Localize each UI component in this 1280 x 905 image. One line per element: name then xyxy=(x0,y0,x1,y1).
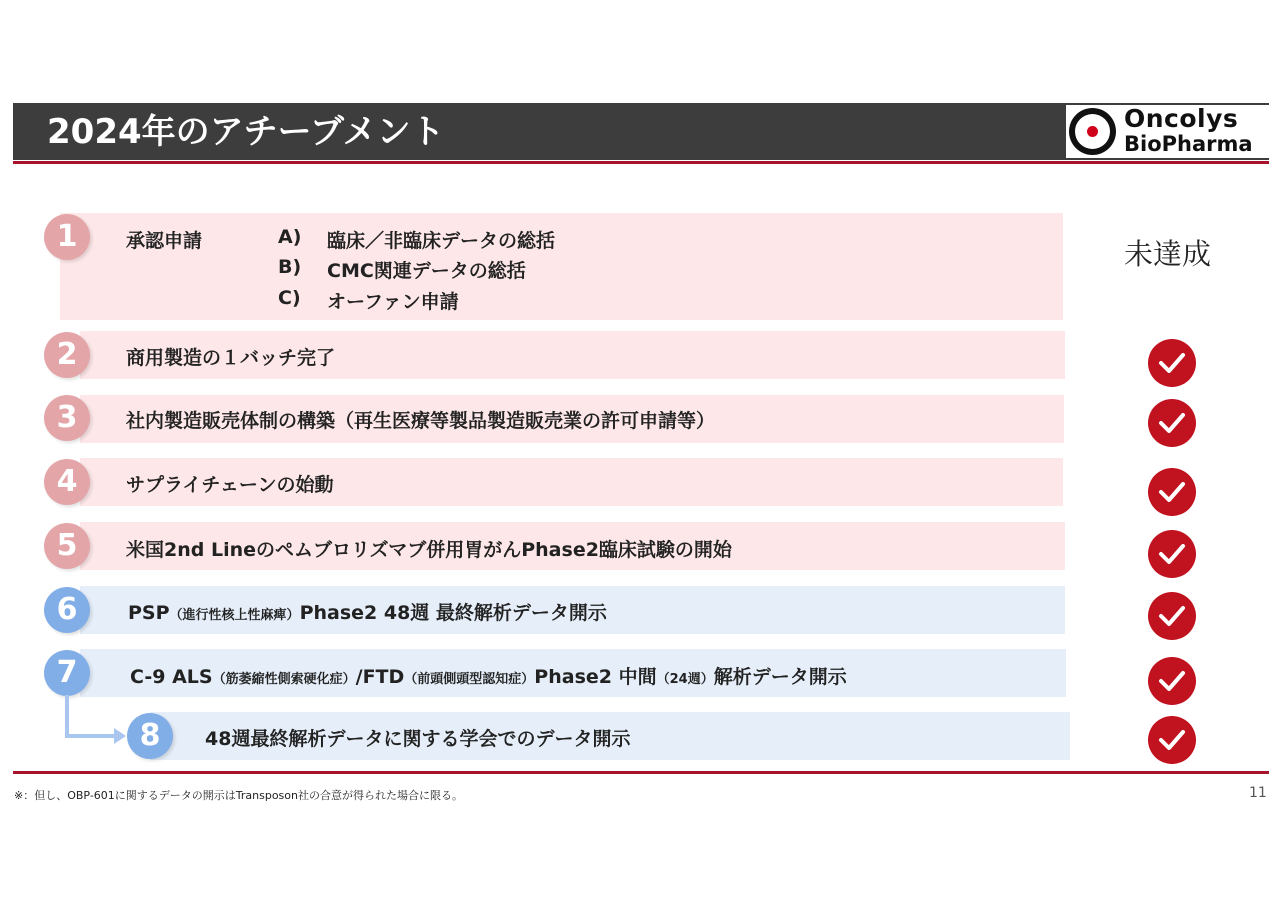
sub-item-letter: C) xyxy=(278,287,301,309)
item-label: 商用製造の１バッチ完了 xyxy=(126,347,336,369)
item-label-main: Phase2 48週 最終解析データ開示 xyxy=(299,602,607,624)
company-logo xyxy=(1066,105,1269,158)
checkmark-icon xyxy=(1148,530,1196,578)
item-number-badge: 5 xyxy=(44,523,90,569)
logo-mark-icon xyxy=(1069,108,1116,155)
item-number-badge: 6 xyxy=(44,587,90,633)
sub-item-text: オーファン申請 xyxy=(327,291,459,313)
achievement-row-1 xyxy=(60,213,1063,320)
checkmark-icon xyxy=(1148,468,1196,516)
item-number-badge: 4 xyxy=(44,459,90,505)
checkmark-icon xyxy=(1148,657,1196,705)
sub-item-letter: A) xyxy=(278,226,302,248)
page-number: 11 xyxy=(1249,785,1267,801)
item-label-main: PSP xyxy=(128,602,170,624)
item-number-badge: 3 xyxy=(44,395,90,441)
item-label-main: C-9 ALS xyxy=(130,666,213,688)
item-number-badge: 8 xyxy=(127,713,173,759)
item-label-main: /FTD xyxy=(355,666,405,688)
checkmark-icon xyxy=(1148,339,1196,387)
item-label xyxy=(130,662,847,689)
item-label-note: （24週） xyxy=(656,672,714,687)
item-label-note: （進行性核上性麻痺） xyxy=(169,608,300,623)
item-label: サプライチェーンの始動 xyxy=(126,474,334,496)
item-label-note: （筋萎縮性側索硬化症） xyxy=(212,672,356,687)
item-label xyxy=(128,598,607,625)
checkmark-icon xyxy=(1148,399,1196,447)
status-not-achieved: 未達成 xyxy=(1124,237,1212,271)
item-label-note: （前頭側頭型認知症） xyxy=(404,672,535,687)
sub-item-text: 臨床／非臨床データの総括 xyxy=(327,230,556,252)
item-label: 48週最終解析データに関する学会でのデータ開示 xyxy=(205,728,631,750)
item-number-badge: 7 xyxy=(44,650,90,696)
item-number-badge: 2 xyxy=(44,332,90,378)
item-label: 米国2nd Lineのペムブロリズマブ併用胃がんPhase2臨床試験の開始 xyxy=(126,539,732,561)
footnote: ※：但し、OBP-601に関するデータの開示はTransposon社の合意が得られた場合に限る。 xyxy=(14,789,463,802)
footer-divider xyxy=(13,771,1269,774)
checkmark-icon xyxy=(1148,592,1196,640)
item-label: 承認申請 xyxy=(126,230,203,252)
logo-text-line2: BioPharma xyxy=(1124,132,1253,156)
arrow-right-icon xyxy=(114,728,126,744)
page-title: 2024年のアチーブメント xyxy=(47,112,445,152)
item-label-main: Phase2 中間 xyxy=(534,666,657,688)
item-label: 社内製造販売体制の構築（再生医療等製品製造販売業の許可申請等） xyxy=(126,410,716,432)
connector-line xyxy=(65,695,69,737)
connector-line xyxy=(65,734,117,738)
item-label-main: 解析データ開示 xyxy=(713,666,847,688)
checkmark-icon xyxy=(1148,716,1196,764)
sub-item-text: CMC関連データの総括 xyxy=(327,260,526,282)
item-number-badge: 1 xyxy=(44,214,90,260)
sub-item-letter: B) xyxy=(278,256,302,278)
logo-text-line1: Oncolys xyxy=(1124,104,1239,133)
title-underline xyxy=(13,161,1269,164)
